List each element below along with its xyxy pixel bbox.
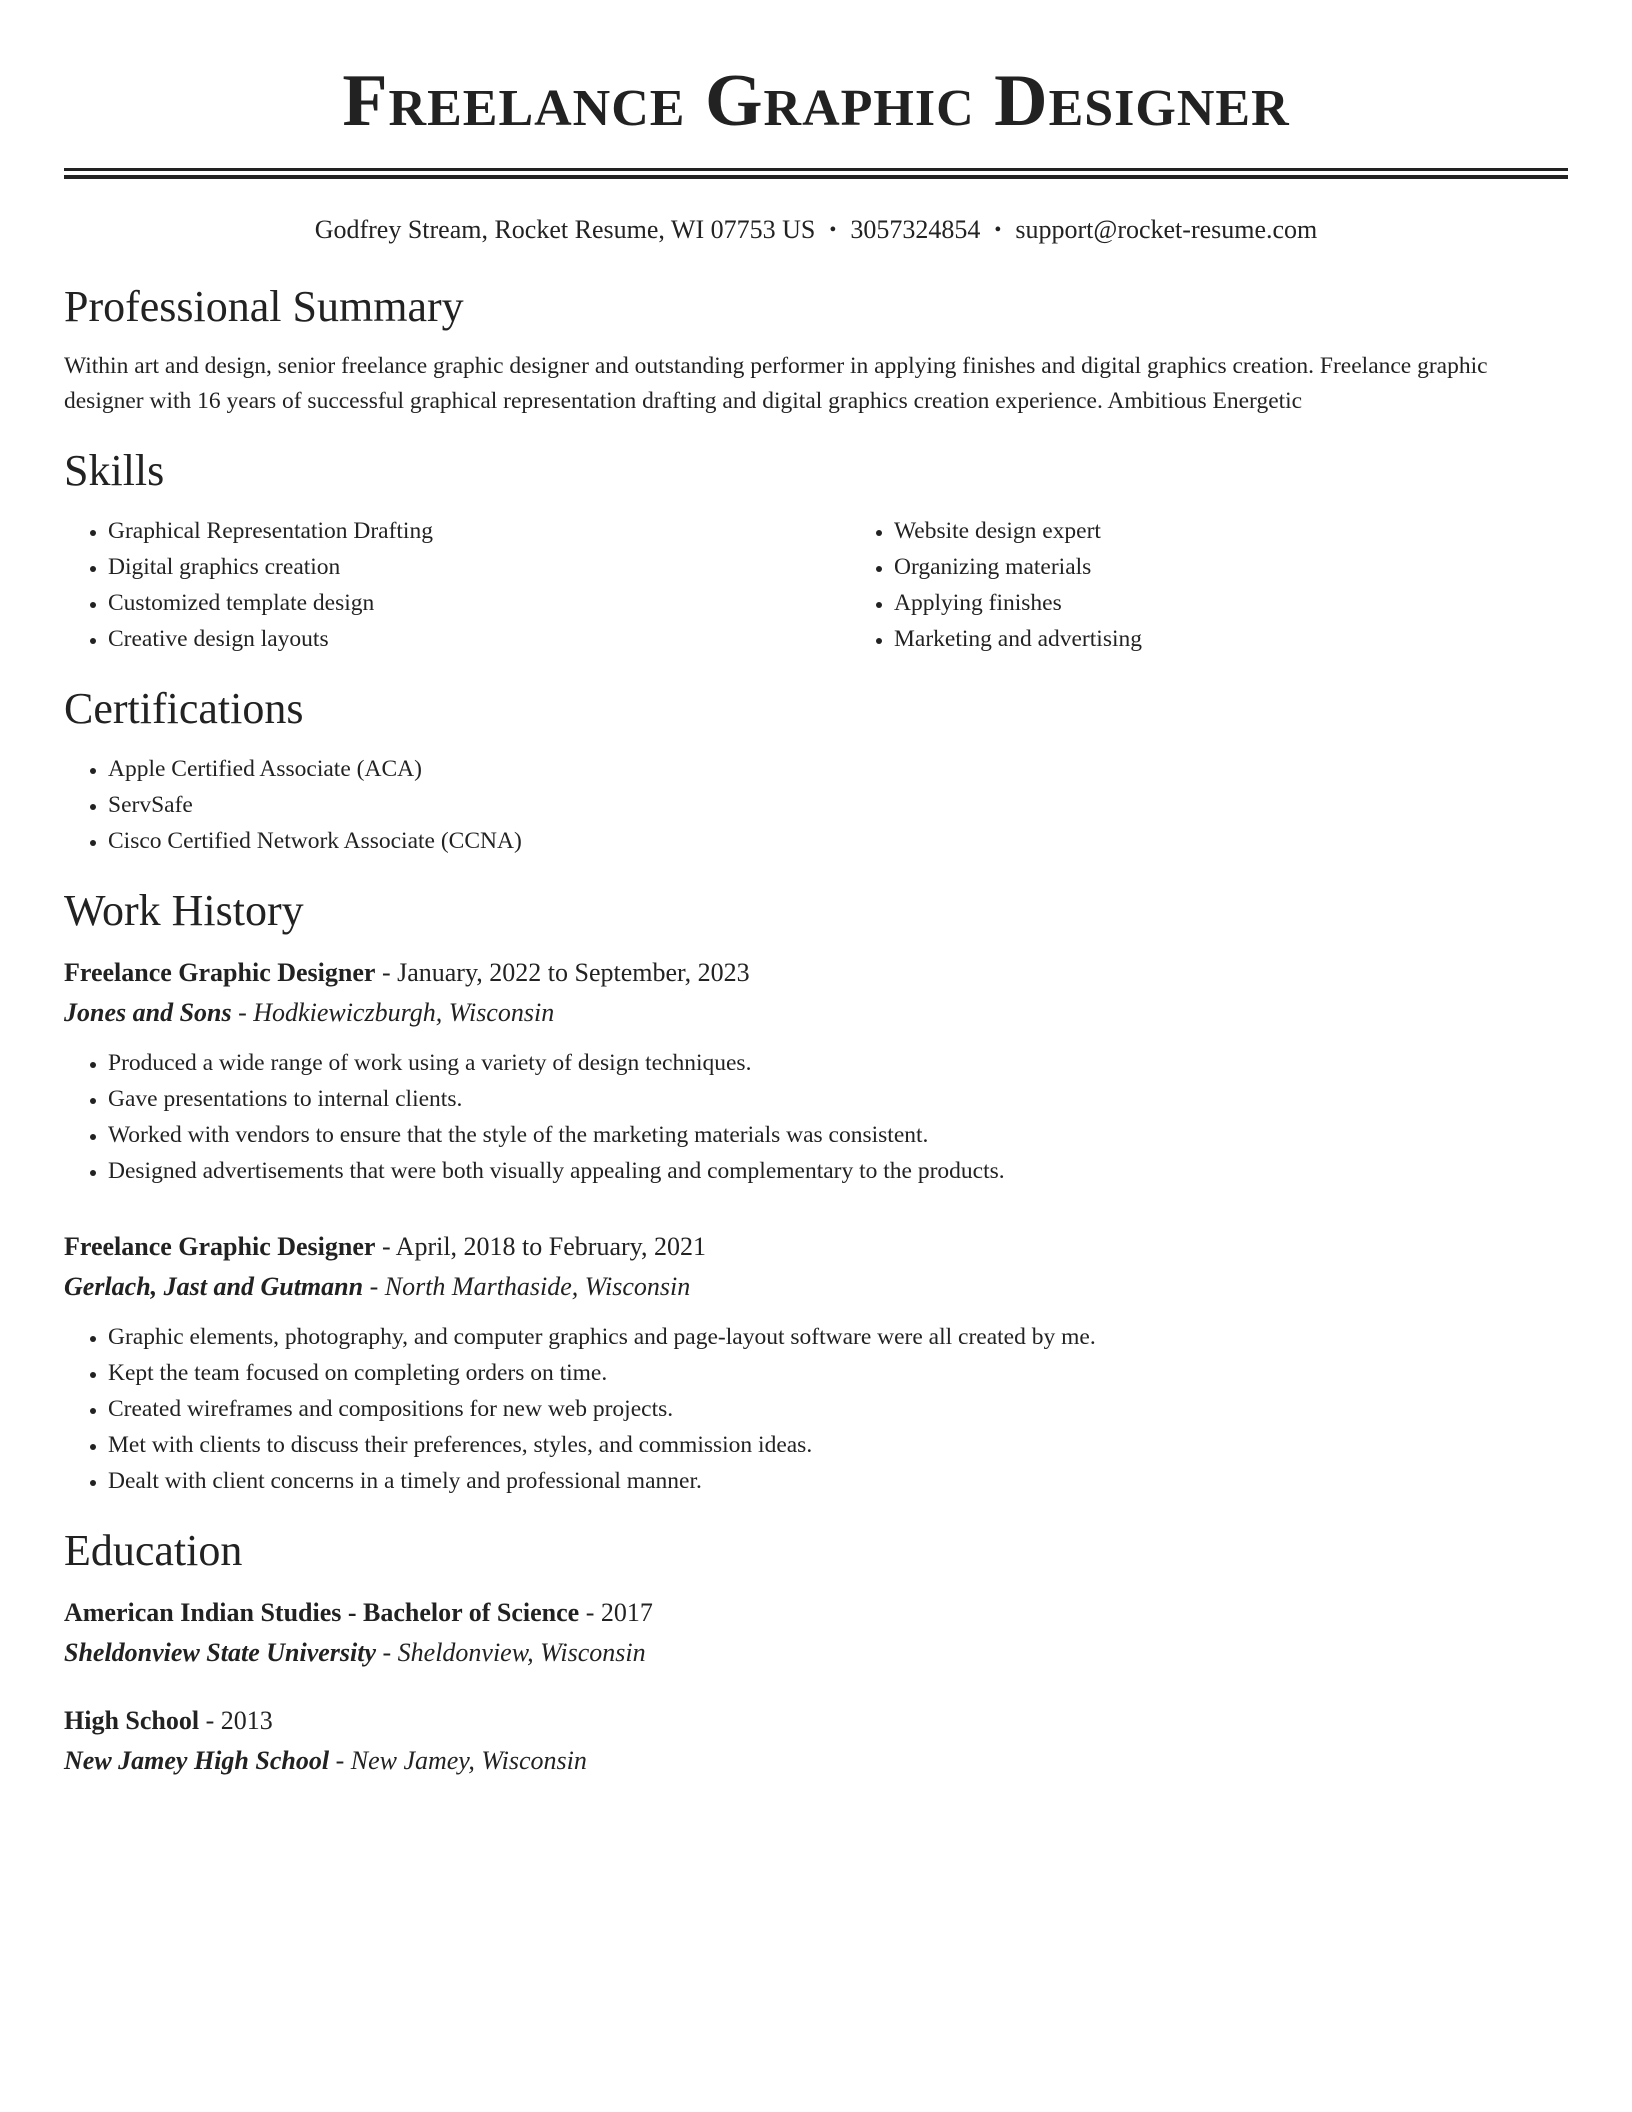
work-history-heading: Work History [64, 886, 304, 935]
certifications-section [64, 681, 1568, 859]
education-location: - New Jamey, Wisconsin [329, 1746, 587, 1775]
skill-item: • Marketing and advertising [894, 621, 1568, 657]
job-bullet: • Dealt with client concerns in a timely and professional manner. [108, 1463, 1568, 1499]
certification-item: • Apple Certified Associate (ACA) [108, 751, 1568, 787]
certifications-heading: Certifications [64, 684, 304, 733]
contact-phone: 3057324854 [850, 215, 981, 244]
work-history-section [64, 883, 1568, 1499]
job-title: Freelance Graphic Designer [64, 1232, 376, 1261]
education-entry [64, 1701, 1568, 1781]
job-dates: - April, 2018 to February, 2021 [375, 1232, 706, 1261]
education-location: - Sheldonview, Wisconsin [376, 1638, 646, 1667]
skill-item: • Organizing materials [894, 549, 1568, 585]
job-company: Gerlach, Jast and Gutmann [64, 1272, 364, 1301]
education-section [64, 1523, 1568, 1781]
certifications-list [64, 751, 1568, 859]
education-year: - 2013 [199, 1706, 273, 1735]
summary-section [64, 279, 1568, 419]
skill-item: • Applying finishes [894, 585, 1568, 621]
skills-list-right [850, 513, 1568, 657]
job-bullet: • Created wireframes and compositions for new web projects. [108, 1391, 1568, 1427]
job-title-line [64, 1227, 1568, 1267]
education-degree-line [64, 1701, 1568, 1741]
contact-address: Godfrey Stream, Rocket Resume, WI 07753 US [314, 215, 816, 244]
job-location: - North Marthaside, Wisconsin [363, 1272, 691, 1301]
certification-item: • ServSafe [108, 787, 1568, 823]
skills-heading: Skills [64, 446, 165, 495]
job-bullets [64, 1045, 1568, 1189]
contact-separator: • [829, 219, 837, 241]
education-degree-line [64, 1593, 1568, 1633]
job-company-line [64, 1267, 1568, 1307]
header-double-rule [64, 168, 1568, 179]
contact-line [64, 213, 1568, 247]
job-bullet: • Gave presentations to internal clients. [108, 1081, 1568, 1117]
skill-item: • Creative design layouts [108, 621, 850, 657]
job-entry [64, 953, 1568, 1189]
education-school: Sheldonview State University [64, 1638, 376, 1667]
job-title: Freelance Graphic Designer [64, 958, 376, 987]
skill-item: • Digital graphics creation [108, 549, 850, 585]
education-year: - 2017 [579, 1598, 653, 1627]
education-school-line [64, 1633, 1568, 1673]
job-title-line [64, 953, 1568, 993]
education-heading: Education [64, 1526, 243, 1575]
education-school: New Jamey High School [64, 1746, 330, 1775]
job-dates: - January, 2022 to September, 2023 [375, 958, 750, 987]
certification-item: • Cisco Certified Network Associate (CCNA) [108, 823, 1568, 859]
education-degree: American Indian Studies - Bachelor of Science [64, 1598, 580, 1627]
job-company-line [64, 993, 1568, 1033]
job-bullet: • Designed advertisements that were both visually appealing and complementary to the products. [108, 1153, 1568, 1189]
summary-text: Within art and design, senior freelance graphic designer and outstanding performer in applying finishes and digital graphics creation. Freelance graphic designer with 16 years of successful graphical representation drafting and digital graphics creation experience. Ambitious Energetic [64, 353, 1488, 414]
job-bullet: • Worked with vendors to ensure that the style of the marketing materials was consistent. [108, 1117, 1568, 1153]
skill-item: • Website design expert [894, 513, 1568, 549]
education-degree: High School [64, 1706, 200, 1735]
job-entry [64, 1227, 1568, 1499]
contact-email: support@rocket-resume.com [1015, 215, 1318, 244]
resume-name-title: Freelance Graphic Designer [342, 60, 1290, 142]
job-location: - Hodkiewiczburgh, Wisconsin [231, 998, 555, 1027]
skills-section [64, 443, 1568, 657]
contact-separator: • [994, 219, 1002, 241]
education-entry [64, 1593, 1568, 1673]
job-bullet: • Produced a wide range of work using a variety of design techniques. [108, 1045, 1568, 1081]
job-company: Jones and Sons [64, 998, 232, 1027]
skills-list-left [64, 513, 850, 657]
job-bullets [64, 1319, 1568, 1499]
skill-item: • Graphical Representation Drafting [108, 513, 850, 549]
job-bullet: • Graphic elements, photography, and computer graphics and page-layout software were all created by me. [108, 1319, 1568, 1355]
skill-item: • Customized template design [108, 585, 850, 621]
summary-heading: Professional Summary [64, 282, 464, 331]
job-bullet: • Met with clients to discuss their preferences, styles, and commission ideas. [108, 1427, 1568, 1463]
job-bullet: • Kept the team focused on completing orders on time. [108, 1355, 1568, 1391]
education-school-line [64, 1741, 1568, 1781]
skills-grid [64, 513, 1568, 657]
